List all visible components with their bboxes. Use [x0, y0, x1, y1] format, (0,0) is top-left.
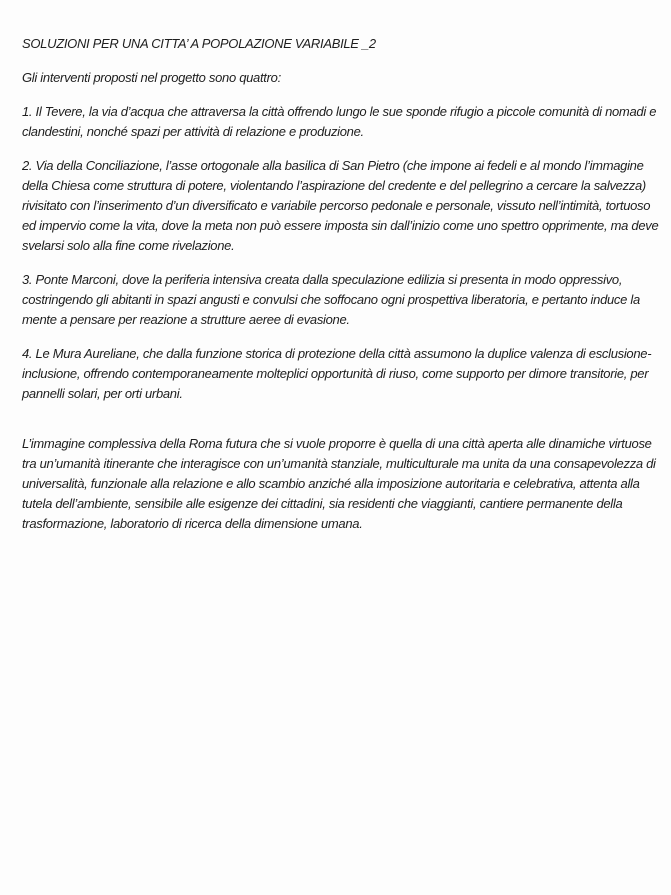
closing-paragraph: L’immagine complessiva della Roma futura che si vuole proporre è quella di una città aperta alle dinamiche virtuose tra un’umanità itinerante che interagisce con un’umanità stanziale, multiculturale ma unita da una consapevolezza di universalità, funzionale alla relazione e allo scambio anziché alla imposizione autoritaria e celebrativa, attenta alla tutela dell’ambiente, sensibile alle esigenze dei cittadini, sia residenti che viaggianti, cantiere permanente della trasformazione, laboratorio di ricerca della dimensione umana. — [22, 436, 656, 531]
paragraph-via-della-conciliazione: 2. Via della Conciliazione, l’asse ortogonale alla basilica di San Pietro (che impone ai fedeli e al mondo l’immagine della Chiesa come struttura di potere, violentando l’aspirazione del credente e del pellegrino a cercare la salvezza) rivisitato con l’inserimento d’un diversificato e variabile percorso pedonale e personale, vissuto nell’intimità, tortuoso ed impervio come la vita, dove la meta non può essere imposta sin dall’inizio come uno spettro opprimente, ma deve svelarsi solo alla fine come rivelazione. — [22, 158, 659, 253]
paragraph-mura-aureliane: 4. Le Mura Aureliane, che dalla funzione storica di protezione della città assumono la duplice valenza di esclusione-inclusione, offrendo contemporaneamente molteplici opportunità di riuso, come supporto per dimore transitorie, per pannelli solari, per orti urbani. — [22, 346, 652, 401]
paragraph-ponte-marconi: 3. Ponte Marconi, dove la periferia intensiva creata dalla speculazione edilizia si presenta in modo oppressivo, costringendo gli abitanti in spazi angusti e convulsi che soffocano ogni prospettiva liberatoria, e pertanto induce la mente a pensare per reazione a strutture aeree di evasione. — [22, 272, 640, 327]
document-intro: Gli interventi proposti nel progetto sono quattro: — [22, 70, 281, 85]
document-title: SOLUZIONI PER UNA CITTA’ A POPOLAZIONE VARIABILE _2 — [22, 36, 376, 51]
paragraph-tevere: 1. Il Tevere, la via d’acqua che attraversa la città offrendo lungo le sue sponde rifugio a piccole comunità di nomadi e clandestini, nonché spazi per attività di relazione e produzione. — [22, 104, 657, 139]
